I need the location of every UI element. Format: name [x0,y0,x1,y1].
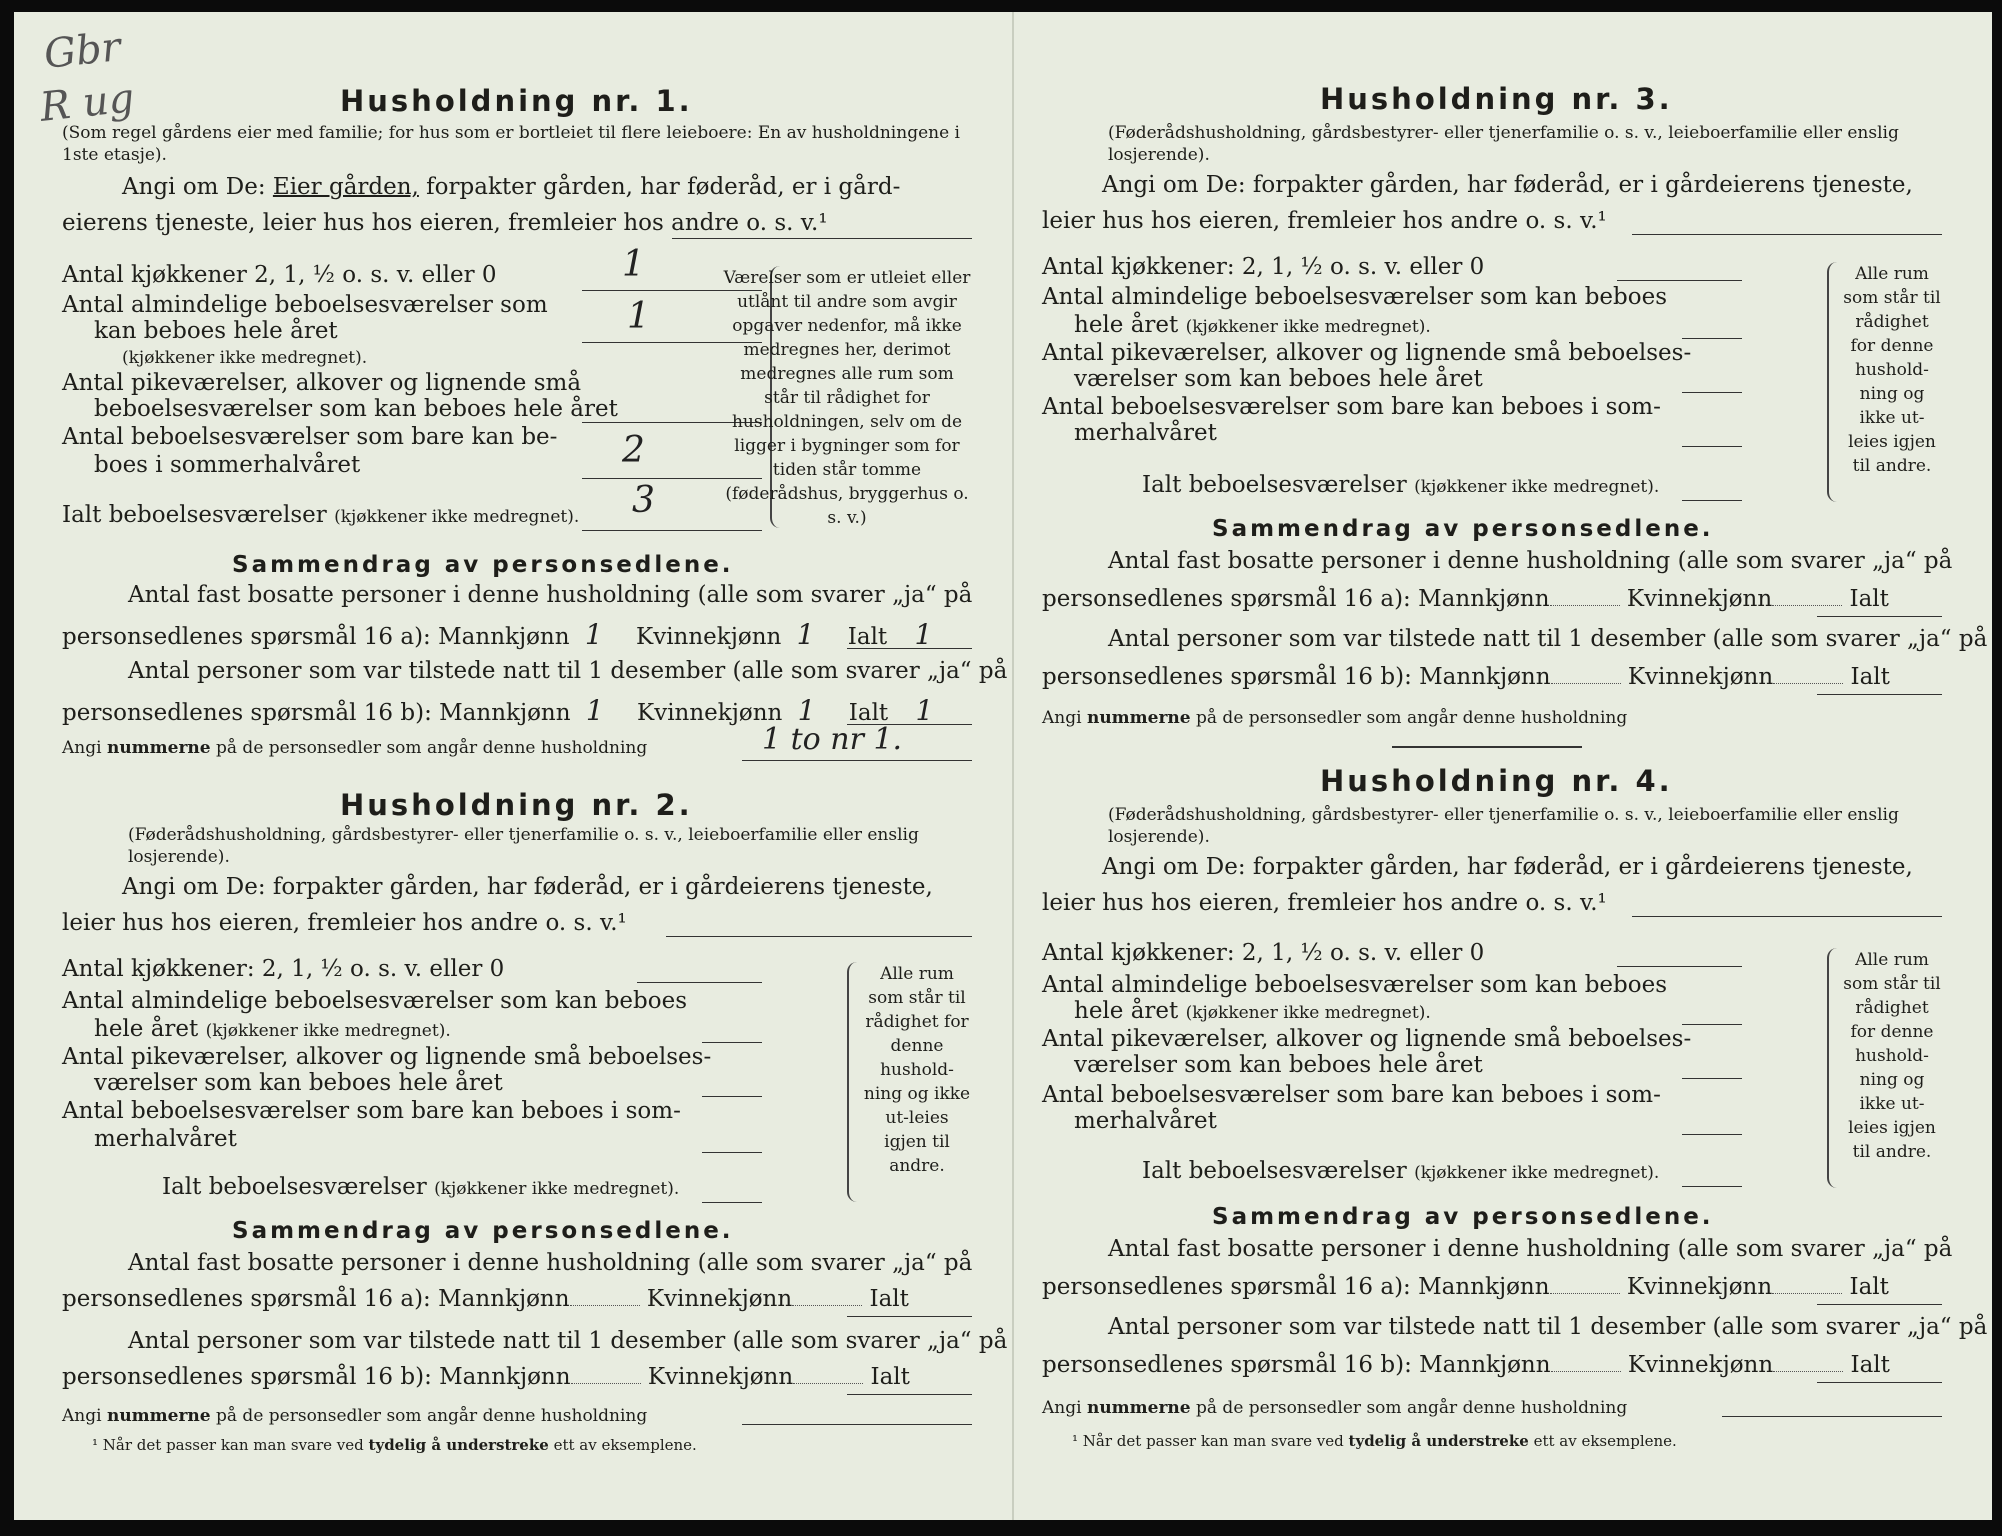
h1-q1: Antal kjøkkener 2, 1, ½ o. s. v. eller 0 [62,262,497,288]
h1-s4-ialt: 1 [915,694,934,727]
h1-angi-answer-line [672,238,972,239]
h1-s3: Antal personer som var tilstede natt til 1 desember (alle som svarer „ja“ på [128,658,1008,684]
h3-h4-separator [1392,746,1582,748]
margin-note-2: R ug [37,75,137,131]
h2-q3-line [702,1096,762,1097]
h4-q1-line [1617,966,1742,967]
h4-s2-kvinne-line [1772,1293,1842,1294]
h4-q4-line [1682,1134,1742,1135]
h3-q4a: Antal beboelsesværelser som bare kan beboes i som- [1042,394,1661,420]
h2-s4-kvinne-line [793,1383,863,1384]
h1-side-note: Værelser som er utleiet eller utlånt til andre som avgir opgaver nedenfor, må ikke medregnes her, derimot medregnes alle rum som står til rådighet for husholdningen, selv om de ligger i bygninger som for tiden står tomme (føderådshus, bryggerhus o. s. v.) [723,268,971,528]
h1-q5-value: 3 [632,480,655,521]
h4-s4-mann-line [1551,1371,1621,1372]
h1-q5-line [582,530,762,531]
h4-s4: personsedlenes spørsmål 16 b): Mannkjønn Kvinnekjønn Ialt [1042,1352,1890,1378]
h2-angi: Angi om De: forpakter gården, har føderåd, er i gårdeierens tjeneste, [122,874,933,900]
h3-q3a: Antal pikeværelser, alkover og lignende små beboelses- [1042,340,1692,366]
h4-angi-line2: leier hus hos eieren, fremleier hos andre o. s. v.¹ [1042,890,1607,916]
h4-numbers: Angi nummerne på de personsedler som angår denne husholdning [1042,1398,1628,1418]
h1-q1-value: 1 [622,244,645,285]
h2-s2: personsedlenes spørsmål 16 a): Mannkjønn Kvinnekjønn Ialt [62,1286,909,1312]
h3-q4b: merhalvåret [1074,420,1217,446]
h1-angi: Angi om De: Eier gården, forpakter gården, har føderåd, er i gård- [122,174,901,200]
h4-summary-title: Sammendrag av personsedlene. [1212,1204,1714,1230]
page-fold [1012,12,1014,1520]
h3-s3: Antal personer som var tilstede natt til 1 desember (alle som svarer „ja“ på [1108,626,1988,652]
h3-angi-answer-line [1632,234,1942,235]
h4-s4-line [1817,1382,1942,1383]
h2-footnote: ¹ Når det passer kan man svare ved tydelig å understreke ett av eksemplene. [92,1436,697,1454]
h1-s2-ialt: 1 [914,618,933,651]
right-page [1042,12,1988,1492]
h1-s2-kvinne: 1 [796,618,815,651]
h2-s4-line [847,1394,972,1395]
h3-note: (Føderådshusholdning, gårdsbestyrer- eller tjenerfamilie o. s. v., leieboerfamilie eller enslig losjerende). [1108,123,1899,165]
h4-angi-answer-line [1632,916,1942,917]
h1-s4-kvinne: 1 [797,694,816,727]
h3-s4-kvinne-line [1773,683,1843,684]
h3-numbers: Angi nummerne på de personsedler som angår denne husholdning [1042,708,1628,728]
h4-q4b: merhalvåret [1074,1108,1217,1134]
h4-title: Husholdning nr. 4. [1320,764,1673,798]
h4-q3a: Antal pikeværelser, alkover og lignende små beboelses- [1042,1026,1692,1052]
h4-footnote: ¹ Når det passer kan man svare ved tydelig å understreke ett av eksemplene. [1072,1432,1677,1450]
h2-s4: personsedlenes spørsmål 16 b): Mannkjønn Kvinnekjønn Ialt [62,1364,910,1390]
h3-s2-mann-line [1550,605,1620,606]
h4-q2-line [1682,1024,1742,1025]
h3-summary-title: Sammendrag av personsedlene. [1212,516,1714,542]
h2-summary-title: Sammendrag av personsedlene. [232,1218,734,1244]
h2-q5-line [702,1202,762,1203]
h1-note: (Som regel gårdens eier med familie; for hus som er bortleiet til flere leieboere: En av husholdningene i 1ste etasje). [62,123,960,165]
h4-q3b: værelser som kan beboes hele året [1074,1052,1483,1078]
h4-q1: Antal kjøkkener: 2, 1, ½ o. s. v. eller 0 [1042,940,1485,966]
h2-numbers: Angi nummerne på de personsedler som angår denne husholdning [62,1406,648,1426]
margin-note-1: Gbr [41,24,123,78]
h4-s3: Antal personer som var tilstede natt til 1 desember (alle som svarer „ja“ på [1108,1314,1988,1340]
h3-q4-line [1682,446,1742,447]
h3-angi: Angi om De: forpakter gården, har føderåd, er i gårdeierens tjeneste, [1102,172,1913,198]
h4-s2-line [1817,1304,1942,1305]
h1-title: Husholdning nr. 1. [340,84,693,118]
h1-numbers-value: 1 to nr 1. [762,722,903,757]
h3-title: Husholdning nr. 3. [1320,82,1673,116]
h3-s1: Antal fast bosatte personer i denne husholdning (alle som svarer „ja“ på [1108,548,1953,574]
h4-side-note: Alle rum som står til rådighet for denne hushold-ning og ikke ut-leies igjen til andre. [1843,950,1941,1162]
h2-q3a: Antal pikeværelser, alkover og lignende små beboelses- [62,1044,712,1070]
h1-s4-mann: 1 [585,694,604,727]
h2-q4-line [702,1152,762,1153]
h3-q1: Antal kjøkkener: 2, 1, ½ o. s. v. eller 0 [1042,254,1485,280]
h2-s2-kvinne-line [792,1305,862,1306]
h3-q3-line [1682,392,1742,393]
h4-q5: Ialt beboelsesværelser (kjøkkener ikke medregnet). [1142,1158,1660,1184]
h4-note: (Føderådshusholdning, gårdsbestyrer- eller tjenerfamilie o. s. v., leieboerfamilie eller enslig losjerende). [1108,805,1899,847]
h4-brace [1827,948,1837,1188]
h1-q2-value: 1 [627,296,650,337]
h1-summary-title: Sammendrag av personsedlene. [232,552,734,578]
h1-numbers-line [742,760,972,761]
h4-s4-kvinne-line [1773,1371,1843,1372]
h3-brace [1827,262,1837,502]
h1-q2b: kan beboes hele året [94,318,338,344]
h1-s2: personsedlenes spørsmål 16 a): Mannkjønn 1 Kvinnekjønn 1 Ialt 1 [62,618,933,651]
h4-q5-line [1682,1186,1742,1187]
h1-s1: Antal fast bosatte personer i denne husholdning (alle som svarer „ja“ på [128,582,973,608]
h1-q2a: Antal almindelige beboelsesværelser som [62,292,548,318]
h2-q4a: Antal beboelsesværelser som bare kan beboes i som- [62,1098,681,1124]
h3-q5: Ialt beboelsesværelser (kjøkkener ikke medregnet). [1142,472,1660,498]
h2-q2-line [702,1042,762,1043]
h2-angi-answer-line [666,936,972,937]
h2-s4-mann-line [571,1383,641,1384]
h3-q2a: Antal almindelige beboelsesværelser som kan beboes [1042,284,1668,310]
h3-s4-line [1817,694,1942,695]
h4-q3-line [1682,1078,1742,1079]
h4-s1: Antal fast bosatte personer i denne husholdning (alle som svarer „ja“ på [1108,1236,1953,1262]
h1-q3b: beboelsesværelser som kan beboes hele året [94,396,618,422]
left-page [62,12,1008,1492]
h3-q3b: værelser som kan beboes hele året [1074,366,1483,392]
h1-q2c: (kjøkkener ikke medregnet). [122,348,368,368]
h3-side-note: Alle rum som står til rådighet for denne hushold-ning og ikke ut-leies igjen til andre. [1843,264,1941,476]
h2-q2a: Antal almindelige beboelsesværelser som kan beboes [62,988,688,1014]
h2-angi-line2: leier hus hos eieren, fremleier hos andre o. s. v.¹ [62,910,627,936]
h2-numbers-line [742,1424,972,1425]
h4-s2: personsedlenes spørsmål 16 a): Mannkjønn Kvinnekjønn Ialt [1042,1274,1889,1300]
h4-numbers-line [1722,1416,1942,1417]
h2-s3: Antal personer som var tilstede natt til 1 desember (alle som svarer „ja“ på [128,1328,1008,1354]
h2-q4b: merhalvåret [94,1126,237,1152]
h2-q3b: værelser som kan beboes hele året [94,1070,503,1096]
h2-q2: hele året (kjøkkener ikke medregnet). [94,1016,451,1042]
h2-s2-mann-line [570,1305,640,1306]
h3-q1-line [1617,280,1742,281]
h2-side-note: Alle rum som står til rådighet for denne hushold-ning og ikke ut-leies igjen til andre. [863,964,971,1176]
h4-s2-mann-line [1550,1293,1620,1294]
h3-q2-line [1682,338,1742,339]
h2-brace [847,962,857,1202]
h4-q4a: Antal beboelsesværelser som bare kan beboes i som- [1042,1082,1661,1108]
h3-s4-mann-line [1551,683,1621,684]
h3-q2: hele året (kjøkkener ikke medregnet). [1074,312,1431,338]
h2-s2-line [847,1316,972,1317]
h3-s2: personsedlenes spørsmål 16 a): Mannkjønn Kvinnekjønn Ialt [1042,586,1889,612]
h1-q3a: Antal pikeværelser, alkover og lignende små [62,370,582,396]
h3-s4: personsedlenes spørsmål 16 b): Mannkjønn Kvinnekjønn Ialt [1042,664,1890,690]
h4-q2a: Antal almindelige beboelsesværelser som kan beboes [1042,972,1668,998]
h2-q1-line [637,982,762,983]
h1-s4: personsedlenes spørsmål 16 b): Mannkjønn 1 Kvinnekjønn 1 Ialt 1 [62,694,934,727]
h2-s1: Antal fast bosatte personer i denne husholdning (alle som svarer „ja“ på [128,1250,973,1276]
h1-q4-value: 2 [622,430,645,471]
h2-title: Husholdning nr. 2. [340,788,693,822]
h1-q4a: Antal beboelsesværelser som bare kan be- [62,424,558,450]
h1-numbers: Angi nummerne på de personsedler som angår denne husholdning [62,738,648,758]
h1-eier-garden-underlined: Eier gården, [272,174,419,200]
h4-q2: hele året (kjøkkener ikke medregnet). [1074,998,1431,1024]
h1-s2-line [847,648,972,649]
h4-angi: Angi om De: forpakter gården, har føderåd, er i gårdeierens tjeneste, [1102,854,1913,880]
h3-q5-line [1682,500,1742,501]
h1-angi-line2: eierens tjeneste, leier hus hos eieren, fremleier hos andre o. s. v.¹ [62,210,828,236]
h3-s2-line [1817,616,1942,617]
h2-note: (Føderådshusholdning, gårdsbestyrer- eller tjenerfamilie o. s. v., leieboerfamilie eller enslig losjerende). [128,825,919,867]
h1-q5: Ialt beboelsesværelser (kjøkkener ikke medregnet). [62,502,580,528]
h3-s2-kvinne-line [1772,605,1842,606]
h2-q5: Ialt beboelsesværelser (kjøkkener ikke medregnet). [162,1174,680,1200]
h1-s2-mann: 1 [584,618,603,651]
h3-angi-line2: leier hus hos eieren, fremleier hos andre o. s. v.¹ [1042,208,1607,234]
h1-q4b: boes i sommerhalvåret [94,452,361,478]
h2-q1: Antal kjøkkener: 2, 1, ½ o. s. v. eller 0 [62,956,505,982]
